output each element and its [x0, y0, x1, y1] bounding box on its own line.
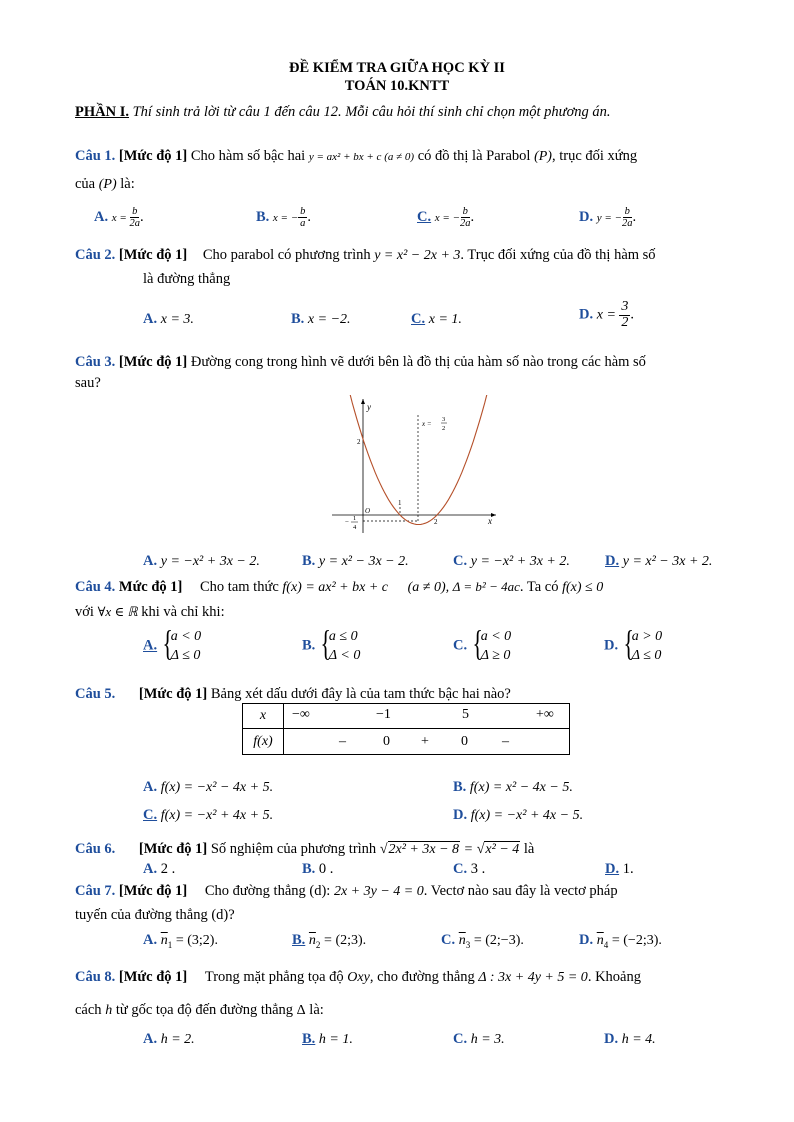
q5-sign-table	[242, 703, 570, 755]
q5-option-b[interactable]	[453, 779, 573, 796]
vector-subscript: 4	[603, 939, 609, 950]
option-text: y = −x² + 3x − 2.	[160, 554, 260, 569]
frac-num: 3	[621, 299, 629, 314]
q1-text-b: có đồ thị là Parabol	[417, 148, 531, 164]
q8-line2a: cách	[75, 1002, 102, 1018]
q6-option-c[interactable]	[453, 861, 485, 878]
frac-den: 2a	[621, 218, 633, 230]
q6-level: [Mức độ 1]	[138, 841, 208, 857]
q3-option-c[interactable]	[453, 553, 570, 570]
option-text: f(x) = −x² − 4x + 5.	[160, 780, 274, 795]
option-pre: y = −	[596, 211, 622, 224]
tick-neg-num: 1	[353, 515, 357, 522]
q3-stem-line2: sau?	[75, 375, 101, 391]
q4-option-d[interactable]	[604, 627, 662, 665]
q2-option-c[interactable]	[411, 311, 462, 328]
root-1: −1	[376, 707, 391, 722]
q3-number: Câu 3.	[75, 354, 116, 370]
q8-text-c: . Khoảng	[587, 969, 641, 985]
sign-1: –	[339, 734, 346, 749]
option-label: B.	[292, 932, 306, 948]
option-post: .	[140, 208, 144, 225]
option-label: D.	[604, 1031, 619, 1047]
option-label: A.	[143, 1031, 158, 1047]
q1-stem-line2	[75, 176, 135, 193]
tick-y-2: 2	[357, 438, 361, 446]
option-label: A.	[143, 637, 158, 654]
option-label: A.	[143, 861, 158, 877]
q8-equation: Δ : 3x + 4y + 5 = 0	[478, 970, 588, 985]
q4-option-c[interactable]	[453, 627, 511, 665]
q8-line2c: là:	[309, 1002, 324, 1018]
y-axis-label: y	[367, 402, 371, 412]
q7-text: Cho đường thẳng (d):	[204, 883, 331, 899]
q5-level: [Mức độ 1]	[138, 686, 208, 702]
tick-x-1: 1	[398, 499, 402, 507]
q8-h: h	[105, 1003, 113, 1018]
exam-subtitle: TOÁN 10.KNTT	[344, 78, 450, 94]
exam-title: ĐỀ KIỂM TRA GIỮA HỌC KỲ II	[289, 60, 505, 76]
q7-option-c[interactable]	[441, 932, 524, 950]
q5-option-d[interactable]	[453, 807, 583, 824]
sign-table-header-x: x	[243, 704, 284, 729]
q8-line2b: từ gốc tọa độ đến đường thẳng	[115, 1002, 294, 1018]
option-text: y = x² − 3x − 2.	[318, 554, 409, 569]
tick-neg-den: 4	[353, 524, 357, 531]
q5-stem	[75, 686, 511, 703]
option-text: f(x) = x² − 4x − 5.	[469, 780, 573, 795]
option-label: D.	[605, 861, 620, 877]
q6-radical-1: √2x² + 3x − 8	[379, 842, 460, 857]
vector-symbol: $\overline{n}$	[458, 933, 466, 948]
part1-instruction: Thí sinh trả lời từ câu 1 đến câu 12. Mỗi câu hỏi thí sinh chỉ chọn một phương án.	[132, 104, 611, 120]
q4-stem	[75, 579, 603, 596]
option-pre: x = −	[434, 211, 460, 224]
q2-option-a[interactable]	[143, 311, 194, 328]
vector-value: = (2;3).	[324, 933, 367, 948]
q1-option-a[interactable]	[94, 206, 144, 229]
option-label: D.	[604, 637, 619, 654]
system-line-1: { a < 0	[480, 629, 512, 644]
q8-text-b: , cho đường thẳng	[369, 969, 475, 985]
q7-option-a[interactable]	[143, 932, 218, 950]
q6-option-d[interactable]	[605, 861, 634, 878]
frac-num: b	[300, 206, 306, 217]
q8-option-c[interactable]	[453, 1031, 505, 1048]
q5-option-c[interactable]	[143, 807, 273, 824]
option-text: y = −x² + 3x + 2.	[470, 554, 570, 569]
q8-delta: Δ	[296, 1003, 306, 1018]
frac-den: 2	[621, 314, 629, 330]
option-post: .	[630, 306, 635, 323]
option-label: C.	[417, 208, 432, 225]
option-label: B.	[302, 1031, 316, 1047]
q4-number: Câu 4.	[75, 579, 116, 595]
q2-stem-line2: là đường thẳng	[143, 271, 231, 287]
option-label: B.	[291, 311, 305, 327]
q1-number: Câu 1.	[75, 148, 116, 164]
option-label: B.	[302, 637, 316, 654]
pos-infinity: +∞	[536, 707, 554, 722]
tick-x-2: 2	[434, 518, 438, 526]
tick-neg-sign: −	[345, 518, 349, 526]
q4-option-a[interactable]	[143, 627, 201, 665]
option-label: C.	[453, 553, 468, 569]
vector-value: = (−2;3).	[611, 933, 662, 948]
option-label: A.	[143, 553, 158, 569]
q7-stem-line2: tuyến của đường thẳng (d)?	[75, 907, 235, 923]
q8-oxy: Oxy	[347, 970, 370, 985]
option-text: x = −2.	[307, 312, 351, 327]
option-label: B.	[453, 779, 467, 795]
q8-stem	[75, 969, 641, 986]
sign-table-row-fx	[243, 729, 570, 755]
q4-condition: (a ≠ 0),	[407, 580, 450, 595]
radicand-2: x² − 4	[485, 842, 520, 857]
option-label: C.	[143, 807, 158, 823]
root-2: 5	[462, 707, 469, 722]
option-label: C.	[441, 932, 456, 948]
option-system	[319, 627, 360, 665]
q7-option-d[interactable]	[579, 932, 662, 950]
q6-option-b[interactable]	[302, 861, 333, 878]
option-text: h = 1.	[318, 1032, 353, 1047]
q8-option-a[interactable]	[143, 1031, 195, 1048]
q7-stem	[75, 883, 618, 900]
option-label: C.	[453, 637, 468, 654]
option-label: B.	[256, 208, 270, 225]
option-label: C.	[453, 1031, 468, 1047]
option-text: y = x² − 3x + 2.	[622, 554, 713, 569]
option-post: .	[632, 208, 637, 225]
q1-option-d[interactable]	[579, 206, 636, 229]
sign-table-signs	[284, 729, 570, 755]
option-system	[622, 627, 662, 665]
q8-option-d[interactable]	[604, 1031, 656, 1048]
q4-text: Cho tam thức	[200, 579, 279, 595]
system-line-2: Δ ≤ 0	[170, 648, 201, 663]
frac-den: a	[300, 218, 306, 230]
vector-subscript: 3	[465, 939, 471, 950]
q8-level: [Mức độ 1]	[118, 969, 188, 985]
x-axis-label: x	[488, 516, 492, 526]
q1-parabola: (P)	[534, 149, 552, 164]
q3-stem	[75, 354, 737, 371]
origin-label: O	[365, 507, 371, 515]
q6-stem	[75, 841, 534, 858]
q8-option-b[interactable]	[302, 1031, 353, 1048]
vector-value: = (3;2).	[175, 933, 218, 948]
option-text: f(x) = −x² + 4x + 5.	[160, 808, 274, 823]
part1-label: PHẦN I.	[75, 104, 129, 120]
option-text: 3 .	[470, 861, 486, 877]
q1-option-c[interactable]	[417, 206, 474, 229]
q4-line2b: khi và chỉ khi:	[141, 604, 225, 620]
q2-number: Câu 2.	[75, 247, 116, 263]
q6-text-b: là	[523, 841, 535, 857]
frac-den: 2a	[459, 218, 471, 230]
q1-text-c: , trục đối xứng	[551, 148, 638, 164]
option-label: D.	[579, 932, 594, 948]
option-post: .	[307, 208, 312, 225]
q2-stem	[75, 247, 656, 264]
sign-3: –	[502, 734, 509, 749]
q3-option-b[interactable]	[302, 553, 409, 570]
system-line-2: Δ < 0	[328, 648, 361, 663]
option-label: B.	[302, 553, 316, 569]
option-label: D.	[579, 208, 594, 225]
q7-level: [Mức độ 1]	[118, 883, 188, 899]
q3-text: Đường cong trong hình vẽ dưới bên là đồ thị của hàm số nào trong các hàm số	[190, 354, 646, 370]
q1-text: Cho hàm số bậc hai	[190, 148, 306, 164]
option-label: D.	[579, 306, 594, 323]
q8-text: Trong mặt phẳng tọa độ	[204, 969, 344, 985]
sign-table-values	[284, 704, 570, 729]
option-label: D.	[453, 807, 468, 823]
q1-level: [Mức độ 1]	[118, 148, 188, 164]
option-pre: x =	[596, 307, 620, 323]
q1-stem	[75, 148, 637, 165]
q6-number: Câu 6.	[75, 841, 116, 857]
radicand-1: 2x² + 3x − 8	[388, 842, 460, 857]
option-pre: x =	[111, 211, 130, 224]
sign-table-header-fx: f(x)	[243, 729, 284, 755]
q6-radical-2: √x² − 4	[476, 842, 520, 857]
q1-option-b[interactable]	[256, 206, 311, 229]
option-system	[161, 627, 201, 665]
q4-delta: Δ = b² − 4ac	[452, 579, 520, 594]
asym-den: 2	[442, 425, 446, 432]
option-label: B.	[302, 861, 316, 877]
frac-num: b	[624, 206, 630, 217]
q2-option-d[interactable]	[579, 300, 634, 330]
q1-equation: y = ax² + bx + c (a ≠ 0)	[308, 151, 415, 163]
option-label: A.	[143, 311, 158, 327]
system-line-2: Δ ≥ 0	[480, 648, 511, 663]
option-system	[471, 627, 511, 665]
q7-number: Câu 7.	[75, 883, 116, 899]
q3-parabola-graph	[328, 395, 498, 535]
q4-line2a: với	[75, 604, 94, 620]
q5-option-a[interactable]	[143, 779, 273, 796]
q4-inequality: f(x) ≤ 0	[562, 580, 604, 595]
option-label: A.	[143, 779, 158, 795]
option-label: D.	[605, 553, 620, 569]
q7-text-b: . Vectơ nào sau đây là vectơ pháp	[423, 883, 618, 899]
parabola-curve	[350, 395, 487, 525]
frac-num: b	[132, 206, 138, 217]
vector-symbol: $\overline{n}$	[308, 933, 316, 948]
q3-option-a[interactable]	[143, 553, 260, 570]
q8-stem-line2	[75, 1002, 324, 1019]
q6-option-a[interactable]	[143, 861, 175, 878]
q4-text-b: . Ta có	[519, 579, 559, 595]
option-pre: x = −	[272, 211, 299, 224]
option-text: f(x) = −x² + 4x − 5.	[470, 808, 584, 823]
vector-value: = (2;−3).	[473, 933, 524, 948]
q4-stem-line2	[75, 604, 225, 621]
option-text: x = 3.	[160, 312, 194, 327]
frac-den: 2a	[129, 218, 141, 230]
vector-symbol: $\overline{n}$	[160, 933, 168, 948]
option-text: 2 .	[160, 861, 176, 877]
q7-equation: 2x + 3y − 4 = 0	[333, 884, 424, 899]
q2-text: Cho parabol có phương trình	[202, 247, 371, 263]
asym-pre: x =	[422, 420, 432, 428]
option-label: C.	[411, 311, 426, 327]
vector-symbol: $\overline{n}$	[596, 933, 604, 948]
option-post: .	[470, 208, 475, 225]
q1-line2b: là:	[120, 176, 135, 192]
option-text: h = 3.	[470, 1032, 505, 1047]
option-text: x = 1.	[428, 312, 462, 327]
q4-level: Mức độ 1]	[118, 579, 183, 595]
q3-option-d[interactable]	[605, 553, 712, 570]
option-label: A.	[143, 932, 158, 948]
q1-line2a: của	[75, 176, 96, 192]
sign-table-row-x	[243, 704, 570, 729]
system-line-1: { a ≤ 0	[328, 629, 358, 644]
zero-1: 0	[383, 734, 390, 749]
option-text: h = 2.	[160, 1032, 195, 1047]
q6-equals: =	[463, 842, 474, 857]
option-text: 0 .	[318, 861, 334, 877]
q2-option-b[interactable]	[291, 311, 351, 328]
sign-2: +	[421, 734, 429, 749]
option-text: h = 4.	[621, 1032, 656, 1047]
q2-text-b: . Trục đối xứng của đồ thị hàm số	[460, 247, 656, 263]
q2-equation: y = x² − 2x + 3	[374, 248, 461, 263]
y-axis-arrow	[361, 399, 365, 404]
part1-header	[75, 104, 611, 121]
q7-option-b[interactable]	[292, 932, 366, 950]
vector-subscript: 2	[315, 939, 321, 950]
q3-level: [Mức độ 1]	[118, 354, 188, 370]
system-line-1: { a < 0	[170, 629, 202, 644]
asym-num: 3	[442, 416, 446, 423]
zero-2: 0	[461, 734, 468, 749]
frac-num: b	[462, 206, 468, 217]
q8-number: Câu 8.	[75, 969, 116, 985]
option-text: 1.	[622, 861, 634, 877]
q1-parabola-2: (P)	[98, 177, 117, 192]
q5-number: Câu 5.	[75, 686, 116, 702]
system-line-1: { a > 0	[631, 629, 663, 644]
q2-level: [Mức độ 1]	[118, 247, 188, 263]
neg-infinity: −∞	[292, 707, 310, 722]
option-label: C.	[453, 861, 468, 877]
q4-forall: ∀x ∈ ℝ	[97, 604, 138, 619]
q6-text: Số nghiệm của phương trình	[210, 841, 377, 857]
q5-text: Bảng xét dấu dưới đây là của tam thức bậc hai nào?	[210, 686, 511, 702]
q4-equation: f(x) = ax² + bx + c	[282, 580, 388, 595]
system-line-2: Δ ≤ 0	[631, 648, 662, 663]
q4-option-b[interactable]	[302, 627, 360, 665]
vector-subscript: 1	[167, 939, 173, 950]
option-label: A.	[94, 208, 109, 225]
